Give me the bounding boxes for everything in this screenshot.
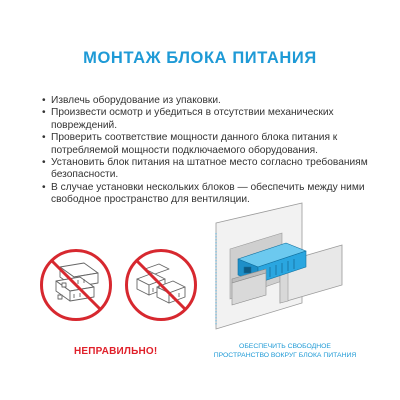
list-item: • В случае установки нескольких блоков — обеспечить между ними свободное пространство для вентиляции. xyxy=(42,182,372,207)
caption: ОБЕСПЕЧИТЬ СВОБОДНОЕ ПРОСТРАНСТВО ВОКРУГ БЛОКА ПИТАНИЯ xyxy=(213,343,357,359)
prohibited-icon xyxy=(42,251,111,320)
list-item: • Установить блок питания на штатное место согласно требованиям безопасности. xyxy=(42,157,372,182)
power-supply-icon xyxy=(56,263,98,301)
wrong-adjacent-example xyxy=(123,247,199,323)
page-title: МОНТАЖ БЛОКА ПИТАНИЯ xyxy=(83,49,317,67)
list-item: • Проверить соответствие мощности данного блока питания к потребляемой мощности подключаемого оборудования. xyxy=(42,132,372,157)
list-item: • Произвести осмотр и убедиться в отсутствии механических повреждений. xyxy=(42,107,372,132)
list-item: • Извлечь оборудование из упаковки. xyxy=(42,95,372,107)
correct-installation-illustration xyxy=(210,203,370,333)
wrong-label: НЕПРАВИЛЬНО! xyxy=(74,346,158,357)
wrong-stacked-example xyxy=(38,247,114,323)
instruction-list xyxy=(42,95,372,207)
